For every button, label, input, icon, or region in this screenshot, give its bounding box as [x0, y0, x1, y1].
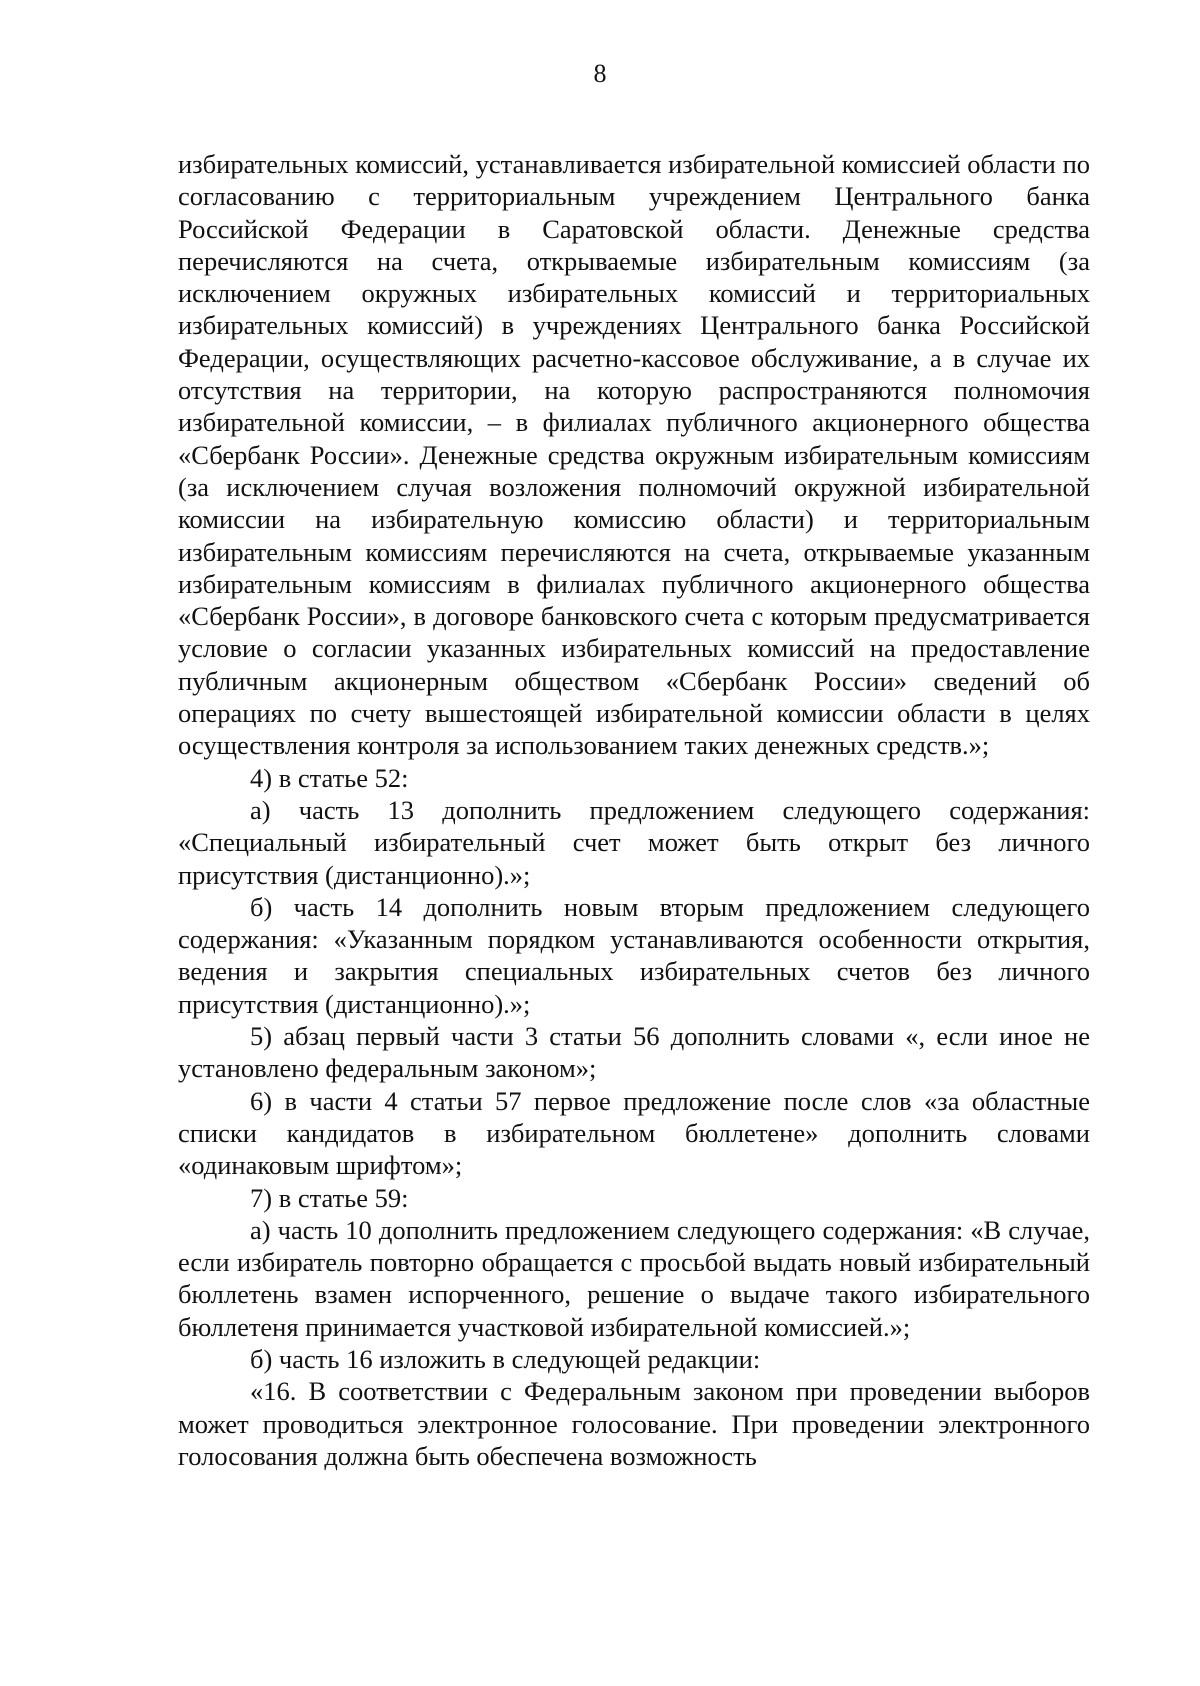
paragraph: 7) в статье 59:: [250, 1182, 409, 1213]
document-body: [178, 148, 1090, 1472]
paragraph: избирательных комиссий, устанавливается избирательной комиссией области по согласованию с территориальным учреждением Центрального банка Российской Федерации в Саратовской области. Денежные средства перечисляются на счета, открываемые избирательным комиссиям (за исключением окружных избирательных комиссий и территориальных избирательных комиссий) в учреждениях Центрального банка Российской Федерации, осуществляющих расчетно-кассовое обслуживание, а в случае их отсутствия на территории, на которую распространяются полномочия избирательной комиссии, – в филиалах публичного акционерного общества «Сбербанк России». Денежные средства окружным избирательным комиссиям (за исключением случая возложения полномочий окружной избирательной комиссии на избирательную комиссию области) и территориальным избирательным комиссиям перечисляются на счета, открываемые указанным избирательным комиссиям в филиалах публичного акционерного общества «Сбербанк России», в договоре банковского счета с которым предусматривается условие о согласии указанных избирательных комиссий на предоставление публичным акционерным обществом «Сбербанк России» сведений об операциях по счету вышестоящей избирательной комиссии области в целях осуществления контроля за использованием таких денежных средств.»;: [178, 149, 1090, 761]
paragraph: а) часть 13 дополнить предложением следующего содержания: «Специальный избирательный счет может быть открыт без личного присутствия (дистанционно).»;: [178, 794, 1090, 890]
paragraph: 4) в статье 52:: [250, 762, 409, 793]
paragraph: а) часть 10 дополнить предложением следующего содержания: «В случае, если избиратель повторно обращается с просьбой выдать новый избирательный бюллетень взамен испорченного, решение о выдаче такого избирательного бюллетеня принимается участковой избирательной комиссией.»;: [178, 1214, 1090, 1342]
paragraph: 5) абзац первый части 3 статьи 56 дополнить словами «, если иное не установлено федеральным законом»;: [178, 1021, 1090, 1084]
paragraph: б) часть 14 дополнить новым вторым предложением следующего содержания: «Указанным порядком устанавливаются особенности открытия, ведения и закрытия специальных избирательных счетов без личного присутствия (дистанционно).»;: [178, 891, 1090, 1019]
paragraph: б) часть 16 изложить в следующей редакции:: [250, 1343, 761, 1374]
paragraph: «16. В соответствии с Федеральным законом при проведении выборов может проводиться электронное голосование. При проведении электронного голосования должна быть обеспечена возможность: [178, 1376, 1090, 1471]
paragraph: 6) в части 4 статьи 57 первое предложение после слов «за областные списки кандидатов в избирательном бюллетене» дополнить словами «одинаковым шрифтом»;: [178, 1085, 1090, 1181]
page-number: 8: [593, 59, 607, 88]
